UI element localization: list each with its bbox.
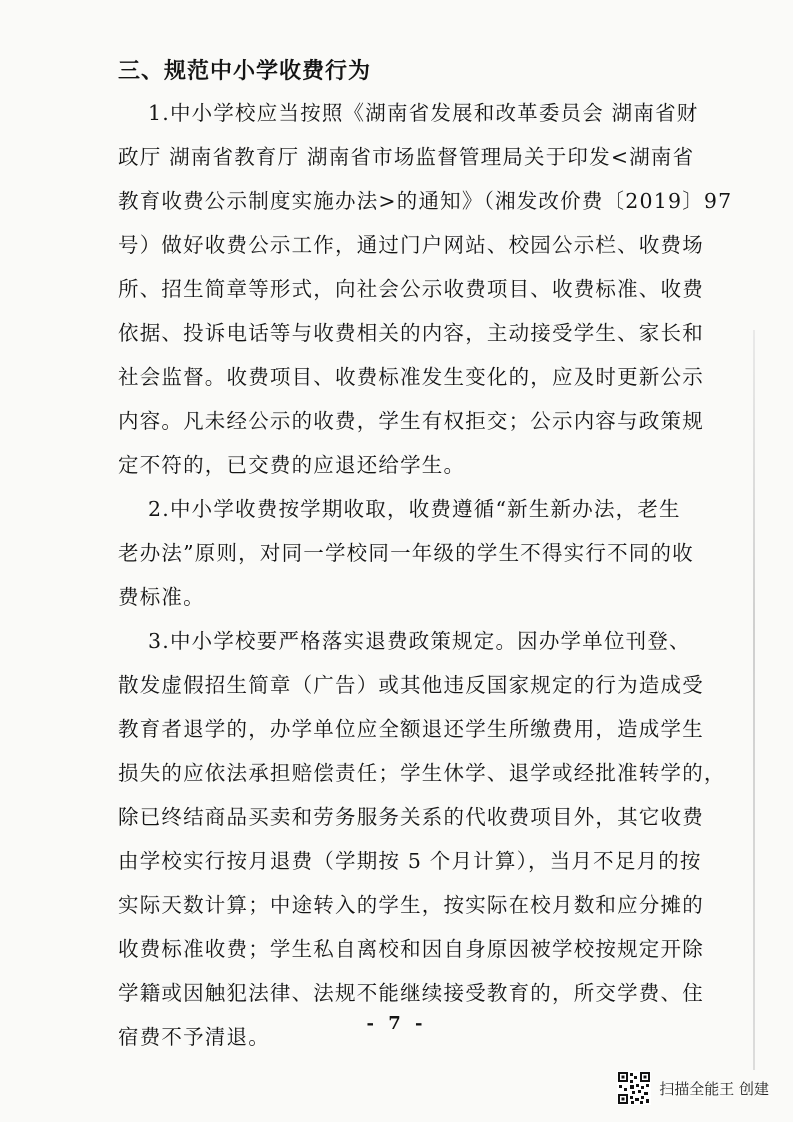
paragraph-line: 教育收费公示制度实施办法>的通知》（湘发改价费〔2019〕97 xyxy=(118,189,733,213)
paragraph-line: 学籍或因触犯法律、法规不能继续接受教育的，所交学费、住 xyxy=(118,981,704,1005)
paragraph-line: 定不符的，已交费的应退还给学生。 xyxy=(118,453,466,477)
paragraph-line: 1.中小学校应当按照《湖南省发展和改革委员会 湖南省财 xyxy=(148,101,699,125)
paragraph-line: 收费标准收费；学生私自离校和因自身原因被学校按规定开除 xyxy=(118,937,704,961)
scan-edge-shadow xyxy=(753,330,755,1070)
page-number: - 7 - xyxy=(366,1013,427,1034)
scanner-watermark xyxy=(617,1068,769,1108)
paragraph-line: 费标准。 xyxy=(118,585,205,609)
paragraph-line: 政厅 湖南省教育厅 湖南省市场监督管理局关于印发<湖南省 xyxy=(118,145,695,169)
paragraph-line: 依据、投诉电话等与收费相关的内容，主动接受学生、家长和 xyxy=(118,321,704,345)
paragraph-line: 老办法”原则，对同一学校同一年级的学生不得实行不同的收 xyxy=(118,541,694,565)
paragraph-line: 号）做好收费公示工作，通过门户网站、校园公示栏、收费场 xyxy=(118,233,704,257)
paragraph-line: 3.中小学校要严格落实退费政策规定。因办学单位刊登、 xyxy=(148,629,691,653)
paragraph-line: 所、招生简章等形式，向社会公示收费项目、收费标准、收费 xyxy=(118,277,704,301)
watermark-text: 扫描全能王 创建 xyxy=(659,1079,769,1098)
paragraph-line: 实际天数计算；中途转入的学生，按实际在校月数和应分摊的 xyxy=(118,893,704,917)
paragraph-line: 散发虚假招生简章（广告）或其他违反国家规定的行为造成受 xyxy=(118,673,704,697)
paragraph-line: 教育者退学的，办学单位应全额退还学生所缴费用，造成学生 xyxy=(118,717,704,741)
paragraph-line: 除已终结商品买卖和劳务服务关系的代收费项目外，其它收费 xyxy=(118,805,704,829)
qr-code-icon xyxy=(617,1071,651,1105)
paragraph-line: 内容。凡未经公示的收费，学生有权拒交；公示内容与政策规 xyxy=(118,409,704,433)
paragraph-line: 社会监督。收费项目、收费标准发生变化的，应及时更新公示 xyxy=(118,365,704,389)
paragraph-line: 损失的应依法承担赔偿责任；学生休学、退学或经批准转学的， xyxy=(118,761,726,785)
paragraph-line: 宿费不予清退。 xyxy=(118,1025,270,1049)
paragraph-line: 由学校实行按月退费（学期按 5 个月计算），当月不足月的按 xyxy=(118,849,702,873)
section-heading: 三、规范中小学收费行为 xyxy=(118,58,372,84)
paragraph-line: 2.中小学收费按学期收取，收费遵循“新生新办法，老生 xyxy=(148,497,681,521)
